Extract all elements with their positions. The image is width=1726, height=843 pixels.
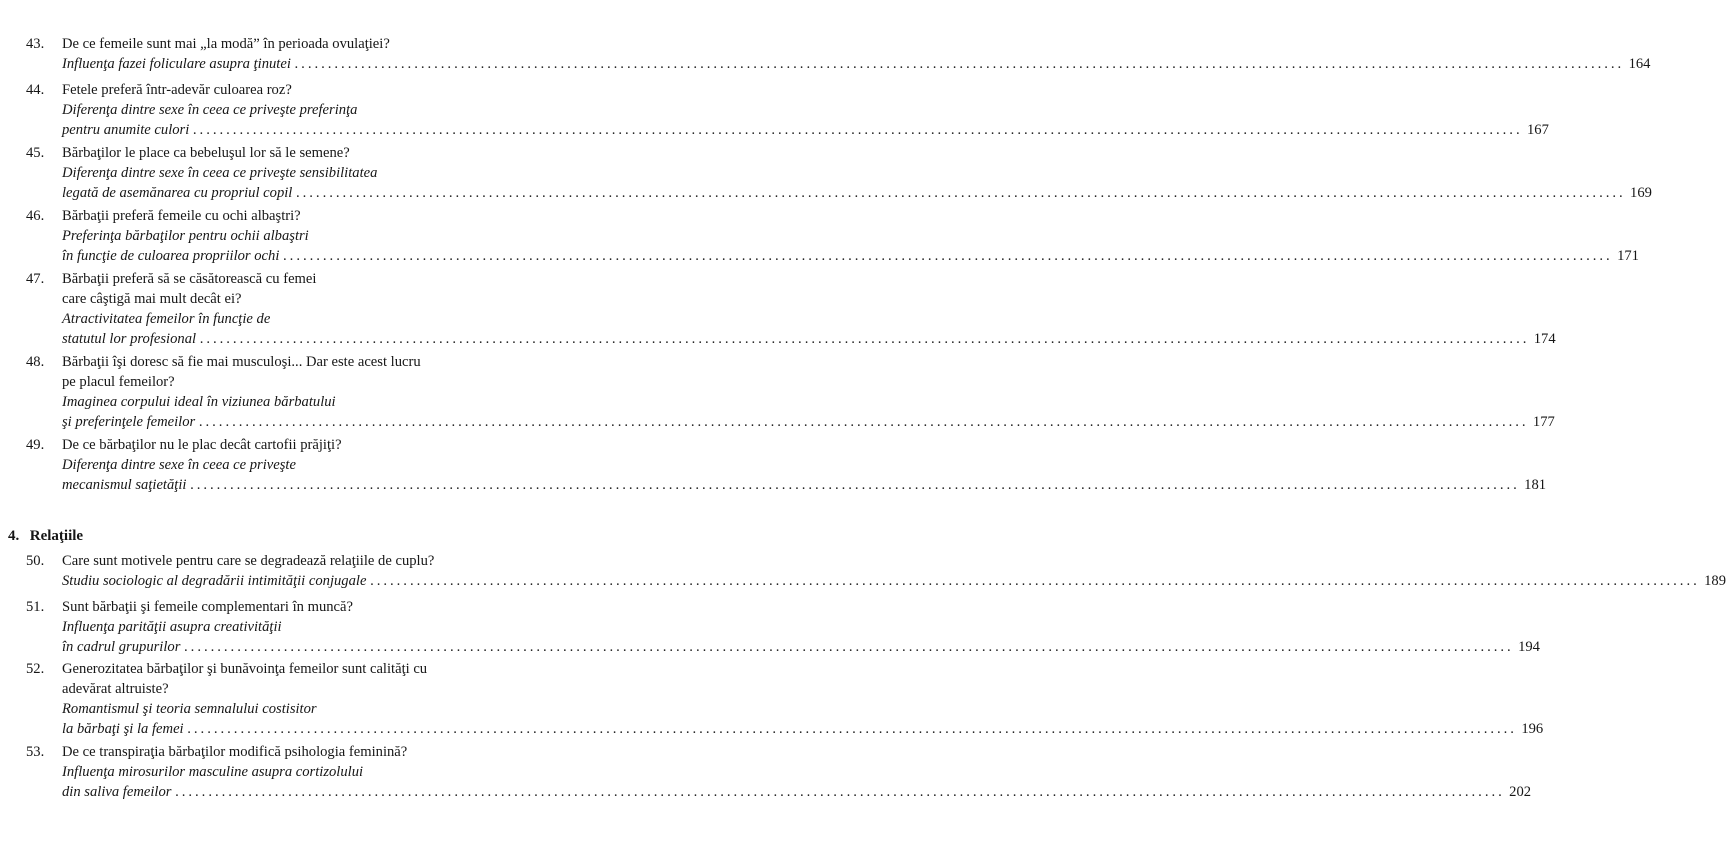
entry-subtitle-leader-row (62, 329, 1556, 349)
entry-number: 44. (26, 82, 45, 98)
entry-number: 53. (26, 744, 45, 760)
entry-subtitle-line: Influenţa fazei foliculare asupra ţinutei (62, 56, 291, 72)
entry-subtitle-line: statutul lor profesional (62, 331, 197, 347)
entry-subtitle-line: Influenţa mirosurilor masculine asupra cortizolului (62, 764, 364, 780)
entry-title-line: Generozitatea bărbaţilor şi bunăvoinţa femeilor sunt calităţi cu (62, 661, 428, 677)
toc-entry (26, 206, 1639, 266)
entry-title-line: Sunt bărbaţii şi femeile complementari în muncă? (62, 599, 353, 615)
toc-entry (26, 34, 1651, 74)
dot-leader: ........................................................................................................................................................................................................ (184, 639, 1515, 655)
page-number: 202 (1509, 784, 1532, 800)
dot-leader: ........................................................................................................................................................................................................ (294, 56, 1625, 72)
page-number: 174 (1533, 331, 1556, 347)
entry-subtitle-line: Preferinţa bărbaţilor pentru ochii albaştri (62, 228, 309, 244)
entry-subtitle-leader-row (62, 120, 1549, 140)
dot-leader: ........................................................................................................................................................................................................ (199, 414, 1529, 430)
entry-subtitle-leader-row (62, 475, 1547, 495)
section-title: Relaţiile (29, 528, 84, 544)
entry-subtitle-line: legată de asemănarea cu propriul copil (62, 185, 293, 201)
entry-title-line: Bărbaţii îşi doresc să fie mai musculoşi... Dar este acest lucru (62, 354, 421, 370)
entry-title-line: Bărbaţii preferă să se căsătorească cu femei (62, 271, 317, 287)
page-number: 181 (1524, 477, 1547, 493)
page-number: 169 (1630, 185, 1652, 201)
entry-number: 46. (26, 208, 45, 224)
entry-subtitle-leader-row (62, 719, 1544, 739)
entry-title-line: De ce femeile sunt mai „la modă” în perioada ovulaţiei? (62, 36, 390, 52)
entry-number: 43. (26, 36, 45, 52)
page-number: 177 (1532, 414, 1555, 430)
entry-subtitle-line: la bărbaţi şi la femei (62, 721, 184, 737)
entry-subtitle-line: Diferenţa dintre sexe în ceea ce priveşte (62, 457, 296, 473)
dot-leader: ........................................................................................................................................................................................................ (370, 573, 1701, 589)
dot-leader: ........................................................................................................................................................................................................ (200, 331, 1530, 347)
entry-subtitle-leader-row (62, 246, 1639, 266)
section-heading (8, 528, 83, 545)
entry-subtitle-line: Influenţa parităţii asupra creativităţii (62, 619, 282, 635)
toc-entry (26, 742, 1532, 802)
entry-title-line: Bărbaţilor le place ca bebeluşul lor să le semene? (62, 145, 350, 161)
entry-subtitle-line: Diferenţa dintre sexe în ceea ce priveşte sensibilitatea (62, 165, 378, 181)
entry-title-line: De ce transpiraţia bărbaţilor modifică psihologia feminină? (62, 744, 408, 760)
entry-title-line: care câştigă mai mult decât ei? (62, 291, 242, 307)
dot-leader: ........................................................................................................................................................................................................ (193, 122, 1523, 138)
entry-subtitle-line: în funcţie de culoarea propriilor ochi (62, 248, 280, 264)
entry-title-line: adevărat altruiste? (62, 681, 169, 697)
entry-subtitle-leader-row (62, 54, 1651, 74)
toc-entry (26, 551, 1726, 591)
entry-subtitle-line: mecanismul saţietăţii (62, 477, 187, 493)
entry-number: 48. (26, 354, 45, 370)
entry-subtitle-line: din saliva femeilor (62, 784, 172, 800)
entry-subtitle-leader-row (62, 412, 1555, 432)
toc-entry (26, 80, 1549, 140)
page-number: 171 (1617, 248, 1639, 264)
entry-subtitle-line: Diferenţa dintre sexe în ceea ce priveşte preferinţa (62, 102, 358, 118)
entry-number: 47. (26, 271, 45, 287)
toc-entry (26, 269, 1556, 349)
entry-number: 45. (26, 145, 45, 161)
page-number: 167 (1526, 122, 1549, 138)
toc-entry (26, 659, 1544, 739)
entry-subtitle-leader-row (62, 637, 1540, 657)
entry-title-line: De ce bărbaţilor nu le plac decât cartofii prăjiţi? (62, 437, 342, 453)
dot-leader: ........................................................................................................................................................................................................ (190, 477, 1521, 493)
entry-number: 50. (26, 553, 45, 569)
entry-title-line: Bărbaţii preferă femeile cu ochi albaştri? (62, 208, 301, 224)
dot-leader: ........................................................................................................................................................................................................ (175, 784, 1506, 800)
entry-title-line: Fetele preferă într-adevăr culoarea roz? (62, 82, 292, 98)
entry-number: 52. (26, 661, 45, 677)
page-number: 196 (1521, 721, 1544, 737)
toc-entry (26, 352, 1555, 432)
page-number: 189 (1704, 573, 1726, 589)
entry-subtitle-leader-row (62, 782, 1532, 802)
toc-entry (26, 143, 1652, 203)
entry-subtitle-line: în cadrul grupurilor (62, 639, 181, 655)
entry-subtitle-line: pentru anumite culori (62, 122, 190, 138)
entry-subtitle-leader-row (62, 571, 1726, 591)
toc-entry (26, 435, 1547, 495)
dot-leader: ........................................................................................................................................................................................................ (296, 185, 1627, 201)
entry-subtitle-leader-row (62, 183, 1652, 203)
entry-number: 51. (26, 599, 45, 615)
entry-title-line: pe placul femeilor? (62, 374, 175, 390)
page-number: 194 (1518, 639, 1540, 655)
entry-subtitle-line: Romantismul şi teoria semnalului costisitor (62, 701, 317, 717)
entry-subtitle-line: Imaginea corpului ideal în viziunea bărbatului (62, 394, 336, 410)
dot-leader: ........................................................................................................................................................................................................ (187, 721, 1518, 737)
entry-number: 49. (26, 437, 45, 453)
entry-title-line: Care sunt motivele pentru care se degradează relaţiile de cuplu? (62, 553, 435, 569)
entry-subtitle-line: Atractivitatea femeilor în funcţie de (62, 311, 271, 327)
section-number: 4. (8, 528, 20, 544)
entry-subtitle-line: şi preferinţele femeilor (62, 414, 196, 430)
entry-subtitle-line: Studiu sociologic al degradării intimităţii conjugale (62, 573, 367, 589)
toc-entry (26, 597, 1540, 657)
page-number: 164 (1628, 56, 1651, 72)
dot-leader: ........................................................................................................................................................................................................ (283, 248, 1614, 264)
